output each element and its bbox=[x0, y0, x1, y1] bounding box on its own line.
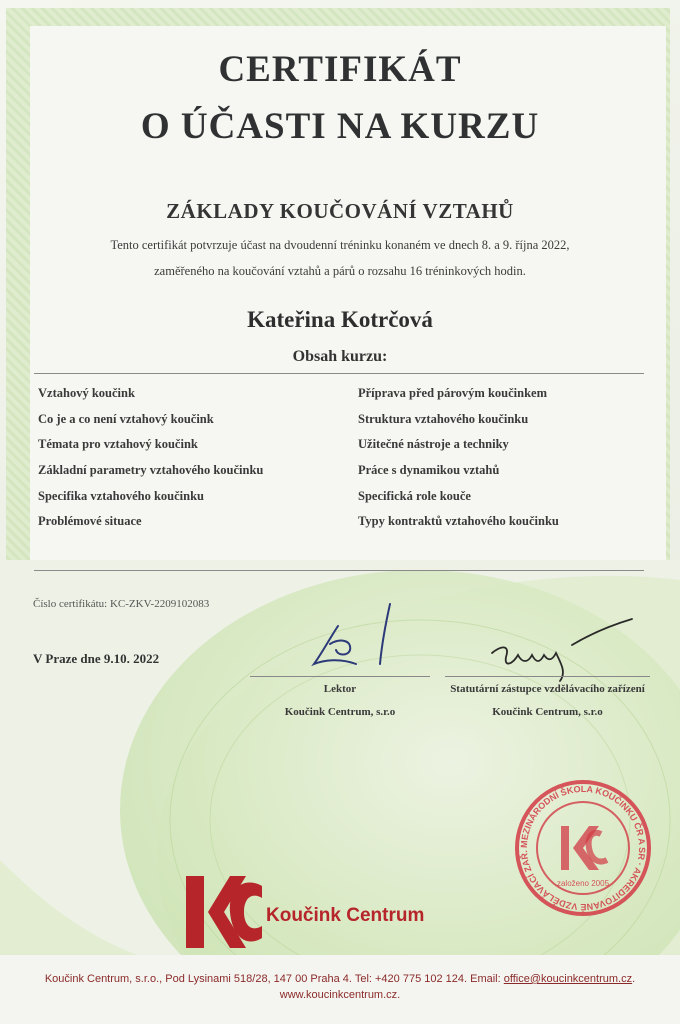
divider-bottom bbox=[34, 570, 644, 571]
participant-name: Kateřina Kotrčová bbox=[247, 307, 433, 332]
topic-item: Témata pro vztahový koučink bbox=[38, 437, 198, 452]
topic-item: Typy kontraktů vztahového koučinku bbox=[358, 514, 559, 529]
statutory-signature bbox=[482, 615, 642, 685]
lecturer-label: Lektor bbox=[323, 683, 357, 695]
statutory-label: Statutární zástupce vzdělávacího zařízení bbox=[450, 683, 645, 695]
course-name: ZÁKLADY KOUČOVÁNÍ VZTAHŮ bbox=[166, 199, 514, 223]
topic-item: Struktura vztahového koučinku bbox=[358, 411, 529, 426]
topic-item: Práce s dynamikou vztahů bbox=[358, 463, 500, 478]
footer-address-text: Koučink Centrum, s.r.o., Pod Lysinami 518/28, 147 00 Praha 4. Tel: +420 775 102 124. Email: bbox=[44, 973, 504, 985]
statutory-org: Koučink Centrum, s.r.o bbox=[492, 706, 603, 718]
topic-item: Specifická role kouče bbox=[358, 488, 471, 503]
kc-logo-icon bbox=[186, 876, 262, 948]
footer-email-link[interactable]: office@koucinkcentrum.cz bbox=[503, 973, 633, 985]
topic-item: Užitečné nástroje a techniky bbox=[358, 437, 509, 452]
divider-top bbox=[34, 373, 644, 374]
place-and-date: V Praze dne 9.10. 2022 bbox=[33, 651, 160, 666]
lecturer-org: Koučink Centrum, s.r.o bbox=[284, 706, 396, 718]
stamp-founded: založeno 2005 bbox=[556, 879, 610, 888]
content-heading: Obsah kurzu: bbox=[292, 348, 388, 365]
topic-item: Příprava před párovým koučinkem bbox=[358, 386, 548, 400]
description-line-2: zaměřeného na koučování vztahů a párů o rozsahu 16 tréninkových hodin. bbox=[154, 264, 526, 278]
description-line-1: Tento certifikát potvrzuje účast na dvoudenní tréninku konaném ve dnech 8. a 9. října 2022, bbox=[110, 238, 570, 252]
official-stamp bbox=[513, 778, 653, 918]
footer-address-suffix: . bbox=[632, 973, 636, 985]
certificate-number: Číslo certifikátu: KC-ZKV-2209102083 bbox=[33, 598, 210, 610]
certificate-title: CERTIFIKÁT bbox=[218, 49, 462, 90]
topic-item: Problémové situace bbox=[38, 514, 142, 529]
topic-item: Vztahový koučink bbox=[38, 386, 135, 400]
topics-right-column bbox=[358, 383, 559, 537]
topics-left-column bbox=[38, 383, 263, 537]
footer-website[interactable]: www.koucinkcentrum.cz. bbox=[279, 989, 401, 1001]
statutory-signature-line bbox=[445, 676, 650, 677]
footer-address bbox=[0, 973, 680, 985]
topic-item: Specifika vztahového koučinku bbox=[38, 488, 205, 503]
stamp-ring-text: MEZINÁRODNÍ ŠKOLA KOUČINKU ČR A SR · AKREDITOVANÉ VZDĚLÁVACÍ ZAŘ. bbox=[518, 783, 648, 913]
lecturer-signature-line bbox=[250, 676, 430, 677]
lecturer-signature bbox=[300, 598, 410, 676]
certificate-subtitle: O ÚČASTI NA KURZU bbox=[140, 106, 540, 147]
brand-name: Koučink Centrum bbox=[266, 905, 425, 926]
topic-item: Základní parametry vztahového koučinku bbox=[38, 463, 264, 478]
topic-item: Co je a co není vztahový koučink bbox=[38, 411, 214, 426]
